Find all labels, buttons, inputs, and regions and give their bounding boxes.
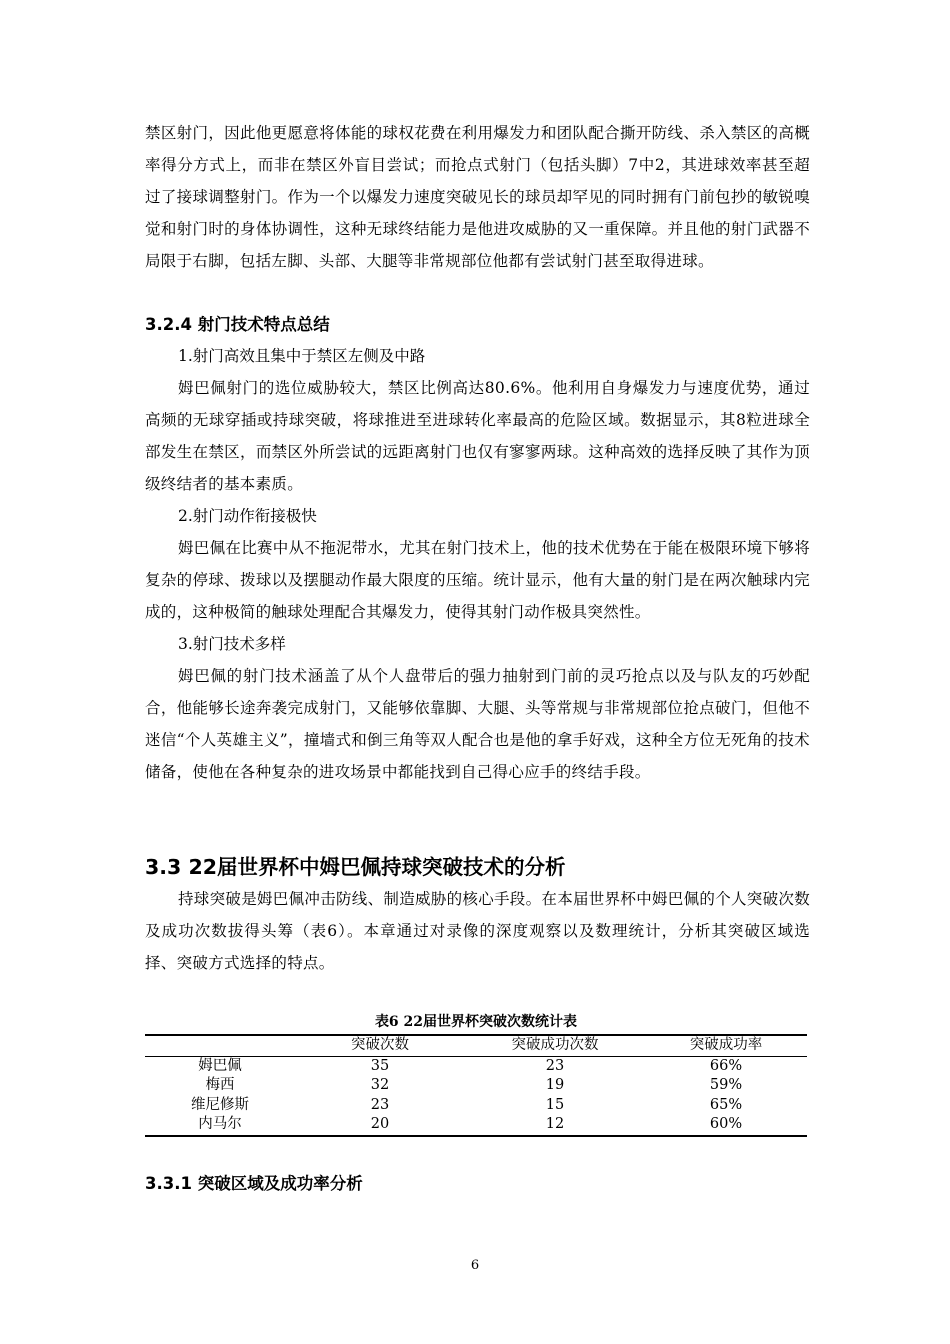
subheading-shot-efficiency: 1.射门高效且集中于禁区左侧及中路 <box>178 347 426 365</box>
cell-successes: 23 <box>545 1057 565 1074</box>
dribble-stats-table <box>145 1034 807 1137</box>
column-header-success-rate: 突破成功率 <box>689 1037 763 1053</box>
cell-attempts: 35 <box>370 1057 390 1074</box>
paragraph-dribbling-intro: 持球突破是姆巴佩冲击防线、制造威胁的核心手段。在本届世界杯中姆巴佩的个人突破次数及成功次数拔得头筹（表6）。本章通过对录像的深度观察以及数理统计，分析其突破区域选择、突破方式选择的特点。 <box>145 890 811 972</box>
subheading-shot-variety: 3.射门技术多样 <box>178 635 286 653</box>
cell-success-rate: 60% <box>709 1116 743 1132</box>
cell-attempts: 32 <box>370 1077 390 1093</box>
section-heading-3-3: 3.3 22届世界杯中姆巴佩持球突破技术的分析 <box>145 855 566 879</box>
table-header-row <box>145 1035 807 1056</box>
cell-success-rate: 59% <box>709 1077 743 1093</box>
cell-successes: 15 <box>545 1096 565 1113</box>
page-number: 6 <box>470 1258 480 1273</box>
column-header-attempts: 突破次数 <box>351 1037 409 1053</box>
cell-successes: 19 <box>545 1077 565 1093</box>
paragraph-shot-efficiency: 姆巴佩射门的选位威胁较大，禁区比例高达80.6%。他利用自身爆发力与速度优势，通过高频的无球穿插或持球突破，将球推进至进球转化率最高的危险区域。数据显示，其8粒进球全部发生在禁区，而禁区外所尝试的远距离射门也仅有寥寥两球。这种高效的选择反映了其作为顶级终结者的基本素质。 <box>145 379 810 493</box>
cell-successes: 12 <box>545 1116 565 1132</box>
table-row <box>145 1056 807 1076</box>
paragraph-shooting-continued: 禁区射门，因此他更愿意将体能的球权花费在利用爆发力和团队配合撕开防线、杀入禁区的高概率得分方式上，而非在禁区外盲目尝试；而抢点式射门（包括头脚）7中2，其进球效率甚至超过了接球调整射门。作为一个以爆发力速度突破见长的球员却罕见的同时拥有门前包抄的敏锐嗅觉和射门时的身体协调性，这种无球终结能力是他进攻威胁的又一重保障。并且他的射门武器不局限于右脚，包括左脚、头部、大腿等非常规部位他都有尝试射门甚至取得进球。 <box>145 124 810 270</box>
paragraph-shot-variety: 姆巴佩的射门技术涵盖了从个人盘带后的强力抽射到门前的灵巧抢点以及与队友的巧妙配合，他能够长途奔袭完成射门，又能够依靠脚、大腿、头等常规与非常规部位抢点破门，但他不迷信“个人英雄主义”，撞墙式和倒三角等双人配合也是他的拿手好戏，这种全方位无死角的技术储备，使他在各种复杂的进攻场景中都能找到自己得心应手的终结手段。 <box>145 667 810 781</box>
column-header-player <box>145 1035 295 1056</box>
cell-success-rate: 65% <box>709 1096 743 1113</box>
paragraph-shot-speed: 姆巴佩在比赛中从不拖泥带水，尤其在射门技术上，他的技术优势在于能在极限环境下够将复杂的停球、拨球以及摆腿动作最大限度的压缩。统计显示，他有大量的射门是在两次触球内完成的，这种极简的触球处理配合其爆发力，使得其射门动作极具突然性。 <box>145 539 811 621</box>
cell-attempts: 23 <box>370 1096 390 1113</box>
table-row <box>145 1115 807 1136</box>
cell-player: 梅西 <box>205 1077 235 1093</box>
table-row <box>145 1096 807 1116</box>
cell-player: 内马尔 <box>198 1116 242 1132</box>
cell-attempts: 20 <box>370 1116 390 1132</box>
subheading-shot-speed: 2.射门动作衔接极快 <box>178 507 317 525</box>
section-heading-3-2-4: 3.2.4 射门技术特点总结 <box>145 315 330 334</box>
table-row <box>145 1076 807 1096</box>
cell-player: 维尼修斯 <box>191 1096 249 1113</box>
cell-success-rate: 66% <box>709 1057 743 1074</box>
cell-player: 姆巴佩 <box>198 1057 242 1074</box>
table-caption: 表6 22届世界杯突破次数统计表 <box>374 1014 578 1030</box>
section-heading-3-3-1: 3.3.1 突破区域及成功率分析 <box>145 1174 363 1193</box>
column-header-successes: 突破成功次数 <box>511 1037 599 1053</box>
